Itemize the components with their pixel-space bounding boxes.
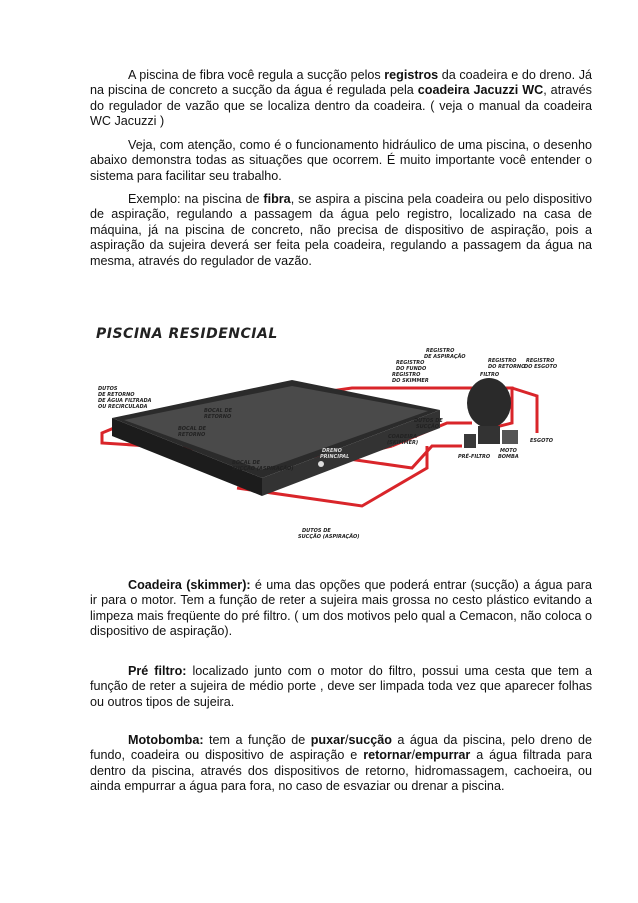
drain-pipe (512, 388, 537, 433)
label-return-ducts: OU RECIRCULADA (98, 404, 148, 410)
label-return-valve: REGISTRO (488, 358, 517, 364)
label-suction-ducts: DUTOS DE (414, 418, 443, 424)
motor-pump-icon (502, 430, 518, 444)
bold-run: empurrar (414, 748, 471, 763)
bold-run: Motobomba: (128, 733, 204, 747)
text-run: Exemplo: na piscina de (128, 192, 264, 206)
label-return-nozzle: RETORNO (178, 432, 206, 438)
label-motor-pump: BOMBA (498, 454, 519, 460)
label-return-nozzle: BOCAL DE (204, 408, 233, 414)
label-skimmer-valve: DO SKIMMER (392, 378, 429, 384)
label-motor-pump: MOTO (500, 448, 517, 454)
label-bottom-valve: REGISTRO (396, 360, 425, 366)
text-run: da coadeira e do dreno. Já na piscina de concreto a sucção da água é regulada pela (90, 68, 592, 98)
label-main-drain: DRENO (322, 448, 342, 454)
bold-run: coadeira Jacuzzi WC (417, 83, 544, 98)
label-pre-filter: PRÉ-FILTRO (458, 454, 491, 460)
text-run: é uma das opções que poderá entrar (sucção) a água para ir para o motor. Tem a função de reter a sujeira mais grossa no cesto plástico evitando a limpeza mais freqüente do pré filtro. ( um dos motivos pelo qual a Cemacon, não coloca o dispositivo de aspiração). (90, 578, 592, 639)
label-main-drain: PRINCIPAL (320, 454, 350, 460)
label-skimmer: (SKIMMER) (387, 440, 419, 446)
paragraph-motobomba (90, 733, 592, 795)
bold-run: retornar (363, 748, 412, 763)
label-return-ducts: DE ÁGUA FILTRADA (98, 398, 152, 404)
paragraph-coadeira (90, 578, 592, 640)
pool-hydraulic-diagram (92, 318, 562, 546)
label-filter: FILTRO (480, 372, 500, 378)
main-drain-icon (318, 461, 324, 467)
text-run: , se aspira a piscina pela coadeira ou pelo dispositivo de aspiração, regulando a passagem da água pelo registro, localizado na casa de máquina, já na piscina de concreto, não precisa de dispositivo de aspiração, pois a aspiração da sujeira deverá ser feita pela coadeira, regulando a passagem da água na mesma, através do regulador de vazão. (90, 192, 592, 268)
pre-filter-icon (464, 434, 476, 448)
label-suction-nozzle: SUCÇÃO (ASPIRAÇÃO) (232, 466, 294, 472)
text-run: a água da piscina, pelo dreno de fundo, coadeira ou dispositivo de aspiração e (90, 733, 592, 763)
paragraph-pre-filtro (90, 664, 592, 710)
label-aspiration-valve: DE ASPIRAÇÃO (424, 354, 466, 360)
diagram-title: PISCINA RESIDENCIAL (96, 326, 278, 342)
filter-tank-icon (467, 378, 511, 428)
label-suction-ducts: DUTOS DE (302, 528, 331, 534)
label-return-valve: DO RETORNO (488, 364, 526, 370)
bold-run: Pré filtro: (128, 664, 187, 678)
bold-run: fibra (263, 192, 291, 206)
label-suction-nozzle: BOCAL DE (232, 460, 261, 466)
label-bottom-valve: DO FUNDO (396, 366, 427, 372)
bold-run: sucção (348, 733, 392, 747)
bold-run: Coadeira (skimmer): (128, 578, 251, 592)
paragraph-exemplo (90, 192, 592, 269)
text-run: localizado junto com o motor do filtro, possui uma cesta que tem a função de reter a sujeira de médio porte , deve ser limpada toda vez que aparecer folhas ou outros tipos de sujeira. (90, 664, 592, 709)
label-sewer: ESGOTO (530, 438, 554, 444)
label-return-nozzle: RETORNO (204, 414, 232, 420)
label-return-ducts: DE RETORNO (98, 392, 135, 398)
text-run: A piscina de fibra você regula a sucção pelos (128, 68, 385, 82)
label-aspiration-valve: REGISTRO (426, 348, 455, 354)
label-return-ducts: DUTOS (98, 386, 118, 392)
label-skimmer-valve: REGISTRO (392, 372, 421, 378)
text-run: a água filtrada para dentro da piscina, através dos dispositivos de retorno, hidromassagem, cachoeira, ou ainda empurrar a água para fora, no caso de esvaziar ou drenar a piscina. (90, 748, 592, 794)
text-run: tem a função de (203, 733, 311, 747)
label-suction-ducts: SUCÇÃO (ASPIRAÇÃO) (298, 534, 360, 540)
label-return-nozzle: BOCAL DE (178, 426, 207, 432)
paragraph-registros (90, 68, 592, 130)
label-suction-ducts: SUCÇÃO (416, 424, 439, 430)
label-drain-valve: REGISTRO (526, 358, 555, 364)
text-run: / (411, 748, 415, 763)
paragraph-funcionamento (90, 138, 592, 184)
bold-run: puxar (310, 733, 346, 747)
text-run: , através do regulador de vazão que se localiza dentro da coadeira. ( veja o manual da coadeira WC Jacuzzi ) (90, 83, 592, 129)
label-drain-valve: DO ESGOTO (524, 364, 558, 370)
filter-base (478, 426, 500, 444)
text-run: / (345, 733, 349, 747)
label-skimmer: COADEIRA (388, 434, 417, 440)
bold-run: registros (384, 68, 439, 82)
text-run: Veja, com atenção, como é o funcionamento hidráulico de uma piscina, o desenho abaixo demonstra todas as situações que ocorrem. É muito importante você entender o sistema para facilitar seu trabalho. (90, 138, 592, 183)
